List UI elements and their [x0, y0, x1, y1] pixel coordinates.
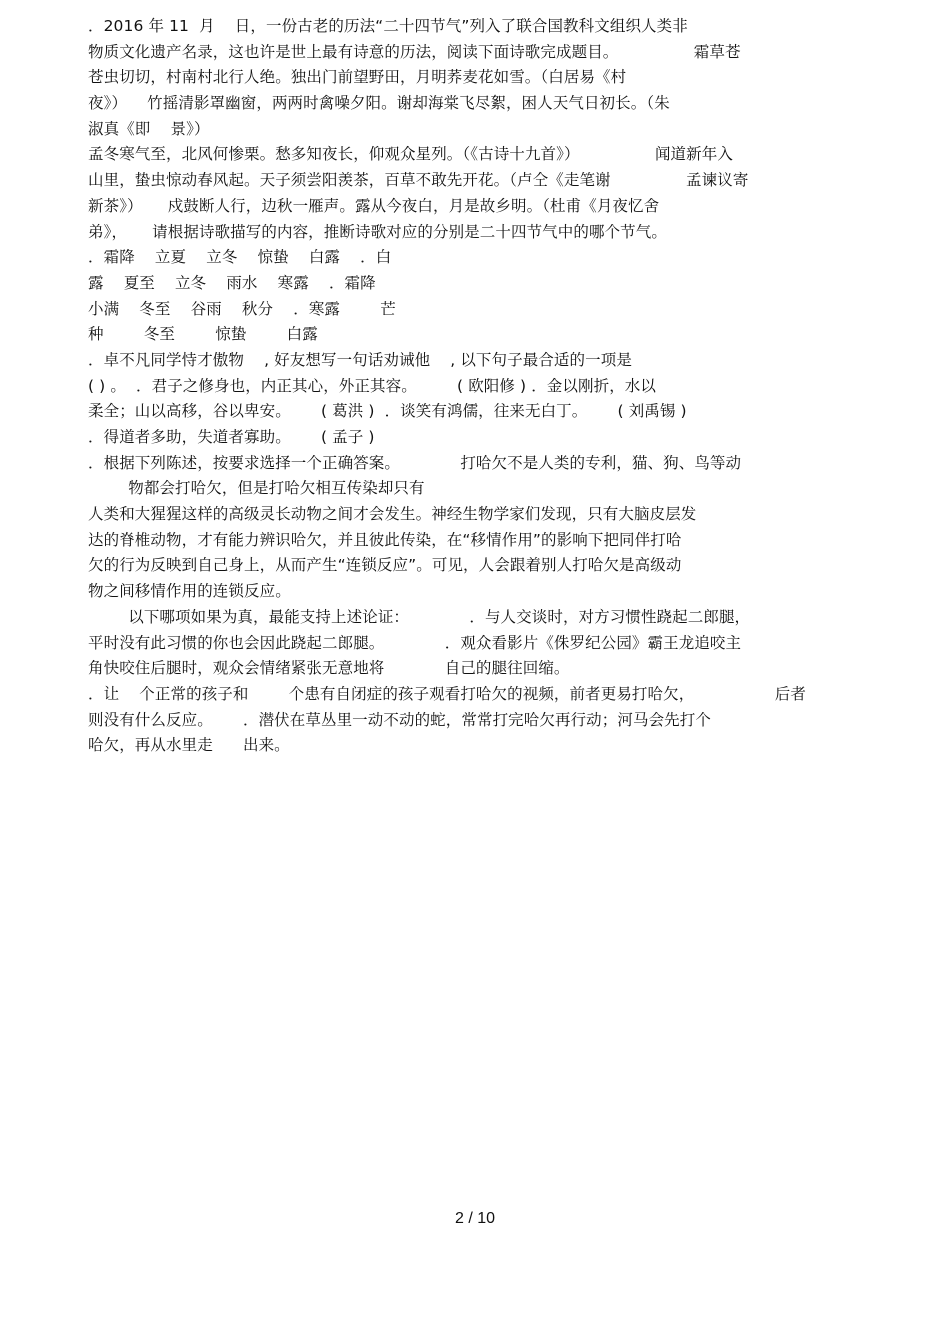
text-line: 孟冬寒气至，北风何惨栗。愁多知夜长，仰观众星列。（《古诗十九首》） 闻道新年入	[88, 145, 733, 164]
text-line: ．得道者多助，失道者寡助。 ( 孟子 )	[88, 428, 375, 446]
text-line: 种 冬至 惊蛰 白露	[88, 325, 318, 344]
text-line: 淑真《即 景》）	[88, 119, 210, 138]
text-line: 哈欠，再从水里走 出来。	[88, 736, 290, 755]
text-line: 夜》） 竹摇清影罩幽窗，两两时禽噪夕阳。谢却海棠飞尽絮，困人天气日初长。（朱	[88, 94, 670, 113]
text-line: ．卓不凡同学恃才傲物 , 好友想写一句话劝诫他 , 以下句子最合适的一项是	[88, 350, 632, 369]
text-line: ．2016 年 11 月 日，一份古老的历法“二十四节气”列入了联合国教科文组织人类非	[88, 17, 688, 35]
text-line: 苍虫切切，村南村北行人绝。独出门前望野田，月明荞麦花如雪。（白居易《村	[88, 68, 627, 87]
text-line: 新茶》） 戍鼓断人行，边秋一雁声。露从今夜白，月是故乡明。（杜甫《月夜忆舍	[88, 196, 660, 215]
text-line: 平时没有此习惯的你也会因此跷起二郎腿。 ．观众看影片《侏罗纪公园》霸王龙追咬主	[88, 633, 742, 652]
document-body	[88, 14, 868, 759]
text-line: 以下哪项如果为真，最能支持上述论证： ．与人交谈时，对方习惯性跷起二郎腿，	[88, 607, 751, 626]
text-line: 小满 冬至 谷雨 秋分 ．寒露 芒	[88, 299, 396, 318]
text-line: 欠的行为反映到自己身上，从而产生“连锁反应”。可见，人会跟着别人打哈欠是高级动	[88, 556, 682, 575]
text-line: 达的脊椎动物，才有能力辨识哈欠，并且彼此传染，在“移情作用”的影响下把同伴打哈	[88, 530, 682, 549]
text-line: 物之间移情作用的连锁反应。	[88, 582, 291, 601]
text-line: 露 夏至 立冬 雨水 寒露 ．霜降	[88, 273, 376, 292]
text-line: ．霜降 立夏 立冬 惊蛰 白露 ．白	[88, 248, 392, 267]
page-number: 2 / 10	[454, 1210, 496, 1227]
text-line: 物质文化遗产名录，这也许是世上最有诗意的历法，阅读下面诗歌完成题目。 霜草苍	[88, 42, 741, 61]
text-line: 角快咬住后腿时，观众会情绪紧张无意地将 自己的腿往回缩。	[88, 659, 570, 678]
text-line: ．根据下列陈述，按要求选择一个正确答案。 打哈欠不是人类的专利，猫、狗、鸟等动	[88, 453, 742, 472]
text-line: 弟》， 请根据诗歌描写的内容，推断诗歌对应的分别是二十四节气中的哪个节气。	[88, 222, 667, 241]
text-line: 人类和大猩猩这样的高级灵长动物之间才会发生。神经生物学家们发现，只有大脑皮层发	[88, 505, 697, 524]
text-line: ( ) 。 ．君子之修身也，内正其心，外正其容。 ( 欧阳修 ) ．金以刚折，水以	[88, 376, 656, 395]
text-line: 物都会打哈欠，但是打哈欠相互传染却只有	[88, 479, 425, 498]
text-line: 山里，蛰虫惊动春风起。天子须尝阳羡茶，百草不敢先开花。（卢仝《走笔谢 孟谏议寄	[88, 171, 749, 190]
text-line: 则没有什么反应。 ．潜伏在草丛里一动不动的蛇，常常打完哈欠再行动；河马会先打个	[88, 710, 711, 729]
text-line: 柔全；山以高移，谷以卑安。 ( 葛洪 ) ．谈笑有鸿儒，往来无白丁。 ( 刘禹锡 )	[88, 402, 687, 421]
text-line: ．让 个正常的孩子和 个患有自闭症的孩子观看打哈欠的视频，前者更易打哈欠， 后者	[88, 684, 806, 703]
